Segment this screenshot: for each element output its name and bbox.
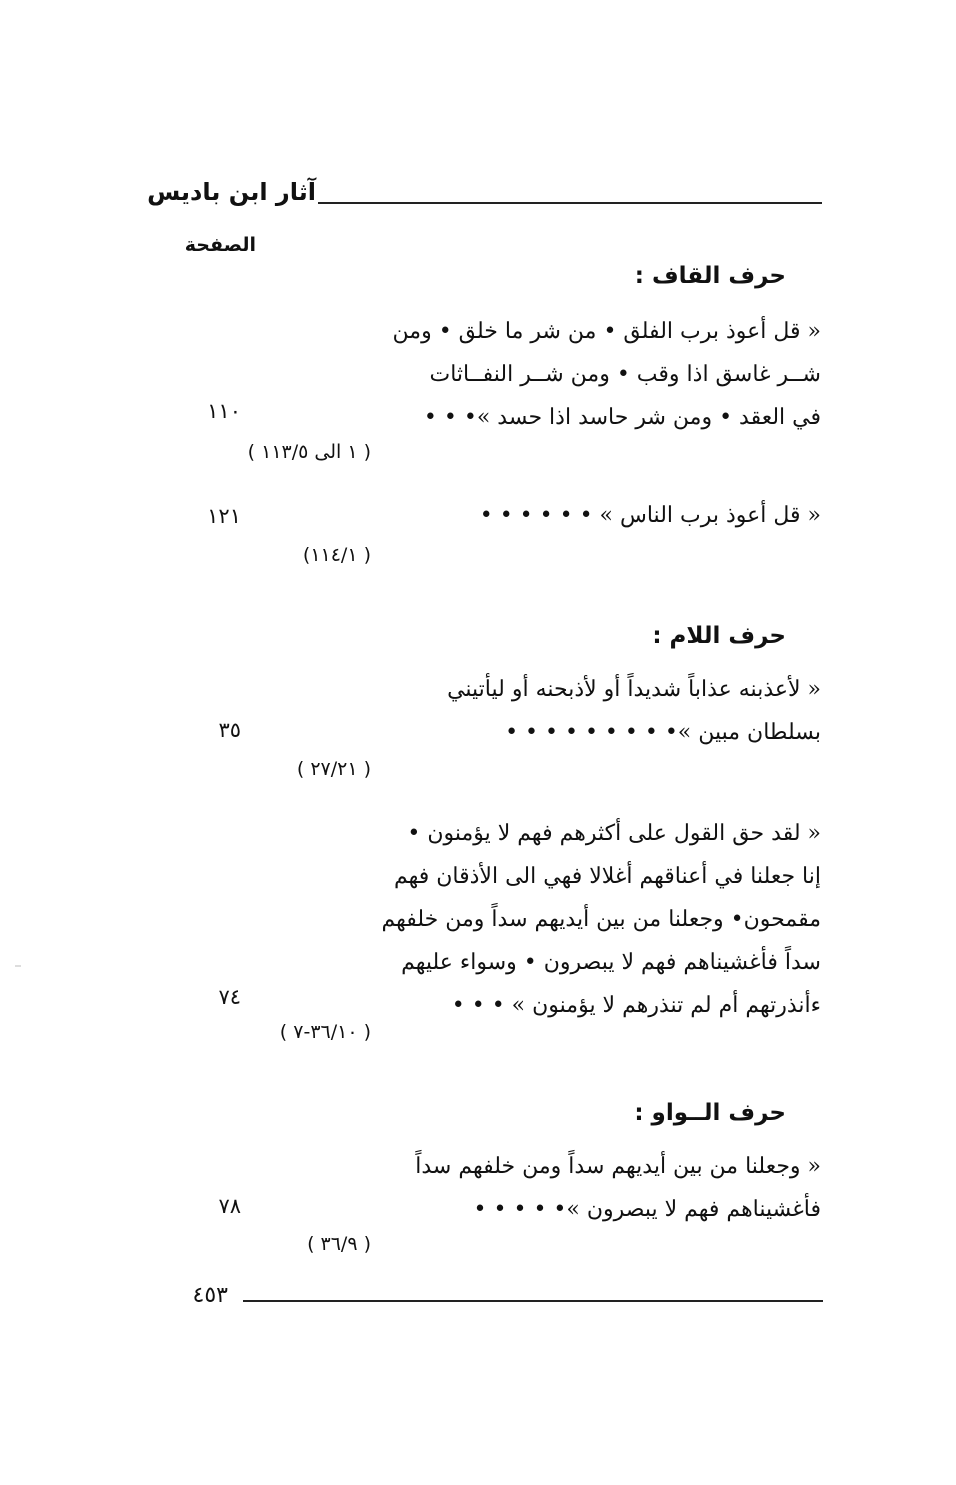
verse-line: « قل أعوذ برب الفلق • من شر ما خلق • ومن	[392, 319, 821, 344]
surah-ayah-ref: ( ١ الى ١١٣/٥ )	[247, 441, 371, 463]
verse-line: « لقد حق القول على أكثرهم فهم لا يؤمنون •	[407, 821, 821, 846]
verse-naml	[381, 668, 821, 754]
footer-rule	[243, 1300, 823, 1302]
verse-line: سداً فأغشيناهم فهم لا يبصرون • وسواء عليهم	[401, 950, 821, 975]
page-number: ٤٥٣	[192, 1283, 228, 1308]
page-ref-number: ١١٠	[207, 399, 241, 423]
surah-ayah-ref: ( ٣٦/٩ )	[307, 1233, 371, 1255]
page-ref-number: ٣٥	[218, 718, 241, 742]
page-ref-number: ٧٨	[218, 1194, 241, 1218]
running-header-title: آثار ابن باديس	[147, 178, 316, 206]
section-title-qaf: حرف القاف :	[634, 263, 786, 289]
verse-yasin	[381, 812, 821, 1027]
surah-ayah-ref: ( ١١٤/١)	[302, 544, 371, 566]
verse-line: شــر غاسق اذا وقب • ومن شــر النفــاثات	[429, 362, 821, 387]
verse-line: فأغشيناهم فهم لا يبصرون »• • • • •	[473, 1197, 821, 1222]
header-rule	[318, 202, 822, 204]
verse-yasin-9	[381, 1145, 821, 1231]
verse-line: إنا جعلنا في أعناقهم أغلالا فهي الى الأذقان فهم	[393, 864, 821, 889]
verse-nas	[381, 494, 821, 537]
scan-speck	[15, 965, 21, 967]
surah-ayah-ref: ( ٢٧/٢١ )	[296, 758, 371, 780]
verse-line: « لأعذبنه عذاباً شديداً أو لأذبحنه أو ليأتيني	[447, 677, 821, 702]
verse-line: بسلطان مبين »• • • • • • • • •	[505, 720, 821, 745]
surah-ayah-ref: ( ٣٦/١٠-٧ )	[279, 1021, 371, 1043]
verse-line: « قل أعوذ برب الناس » • • • • • •	[479, 503, 821, 528]
verse-falaq	[381, 310, 821, 439]
verse-line: مقمحون• وجعلنا من بين أيديهم سداً ومن خلفهم	[381, 907, 821, 932]
section-title-waw: حرف الــواو :	[634, 1100, 786, 1126]
page-column-label: الصفحة	[184, 234, 256, 256]
page-ref-number: ٧٤	[218, 985, 241, 1009]
verse-line: « وجعلنا من بين أيديهم سداً ومن خلفهم سداً	[415, 1154, 821, 1179]
page-ref-number: ١٢١	[207, 504, 241, 528]
section-title-lam: حرف اللام :	[652, 623, 786, 649]
verse-line: في العقد • ومن شر حاسد اذا حسد »• • •	[423, 405, 821, 430]
verse-line: ءأنذرتهم أم لم تنذرهم لا يؤمنون » • • •	[451, 993, 821, 1018]
